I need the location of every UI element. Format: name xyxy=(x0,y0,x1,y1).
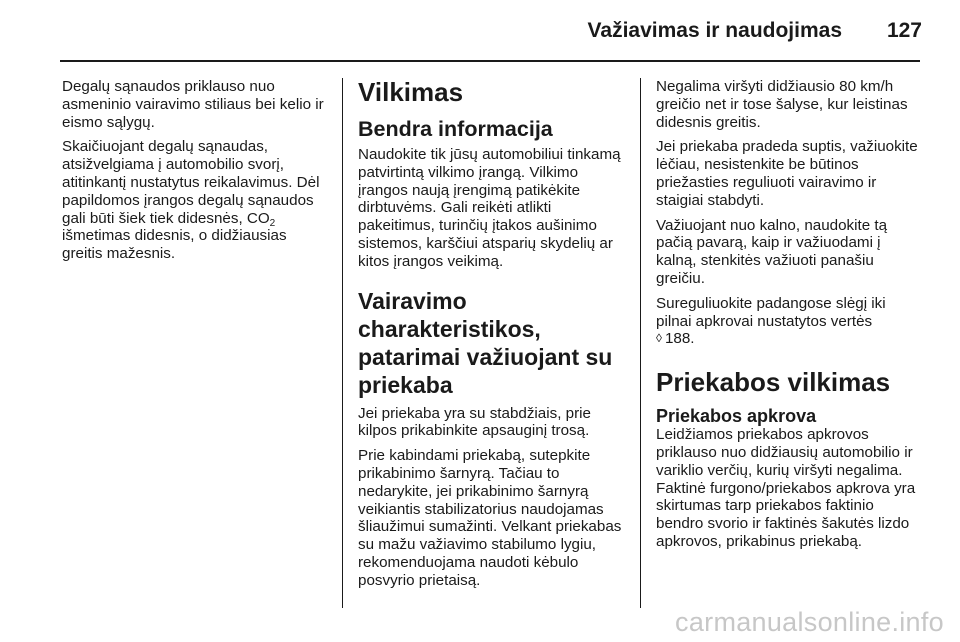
header-divider xyxy=(60,60,920,62)
section-heading-trailer-towing: Priekabos vilkimas xyxy=(656,367,891,398)
chapter-title: Važiavimas ir naudojimas xyxy=(587,19,842,42)
page-header xyxy=(0,0,960,60)
general-info-paragraph: Naudokite tik jūsų automobiliui tinkamą patvirtintą vilkimo įrangą. Vilkimo įrangos naują įrengimą patikėkite dirbtuvėms. Gali reikėti atlikti pakeitimus, turinčių įtakos aušinimo sistemos, karščiui atsparių skydelių ar kitos įrangos veikimą. xyxy=(358,146,621,270)
speed-limit-paragraph: Negalima viršyti didžiausio 80 km/h greičio net ir tose šalyse, kur leistinas didesnis greitis. xyxy=(656,78,908,131)
fuel-calculation-paragraph: Skaičiuojant degalų sąnaudas, atsižvelgiama į automobilio svorį, atitinkantį nustatytus reikalavimus. Dėl papildomos įrangos degalų sąnaudos gali būti šiek tiek didesnės, $CO_2$ išmetimas didesnis, o didžiausias greitis mažesnis. xyxy=(62,138,320,263)
tyre-pressure-paragraph: Sureguliuokite padangose slėgį iki pilnai apkrovai nustatytos vertės ◊ 188. xyxy=(656,294,886,348)
column-middle xyxy=(358,78,626,597)
trailer-brakes-paragraph: Jei priekaba yra su stabdžiais, prie kilpos prikabinkite apsauginį trosą. xyxy=(358,404,591,440)
column-left xyxy=(62,78,330,270)
hitch-lubrication-paragraph: Prie kabindami priekabą, sutepkite prikabinimo šarnyrą. Tačiau to nedarykite, jei prikabinimo šarnyrą veikiantis stabilizatorius naudojamas šliaužimui sumažinti. Velkant priekabas su mažu važiavimo stabilumo lygiu, rekomenduojama naudoti kėbulo posvyrio prietaisą. xyxy=(358,447,622,589)
sway-paragraph: Jei priekaba pradeda suptis, važiuokite lėčiau, nesistenkite be būtinos priežasties reguliuoti vairavimo ir staigiai stabdyti. xyxy=(656,138,918,209)
page-reference-link[interactable]: 188. xyxy=(664,330,695,348)
column-right xyxy=(656,78,924,558)
page-number: 127 xyxy=(886,19,922,42)
column-divider-2 xyxy=(640,78,641,608)
subscript-2: 2 xyxy=(269,217,276,229)
page-reference-arrow-icon: ◊ xyxy=(656,331,662,346)
watermark: carmanualsonline.info xyxy=(675,607,944,637)
trailer-load-paragraph: Leidžiamos priekabos apkrovos priklauso nuo didžiausių automobilio ir variklio verčių, kurių viršyti negalima. Faktinė furgono/priekabos apkrova yra skirtumas tarp priekabos faktinio bendro svorio ir faktinės šakutės lizdo apkrovos, prikabinus priekabą. xyxy=(656,426,916,550)
subheading-driving-characteristics: Vairavimo charakteristikos, patarimai važiuojant su priekaba xyxy=(358,287,613,398)
downhill-paragraph: Važiuojant nuo kalno, naudokite tą pačią pavarą, kaip ir važiuodami į kalną, stenkitės važiuoti panašiu greičiu. xyxy=(656,216,888,287)
section-heading-towing: Vilkimas xyxy=(358,77,464,107)
fuel-consumption-paragraph: Degalų sąnaudos priklauso nuo asmeninio vairavimo stiliaus bei kelio ir eismo sąlygų. xyxy=(62,78,324,131)
subheading-general-info: Bendra informacija xyxy=(358,117,553,141)
subheading-trailer-load: Priekabos apkrova xyxy=(656,406,817,427)
column-divider-1 xyxy=(342,78,343,608)
